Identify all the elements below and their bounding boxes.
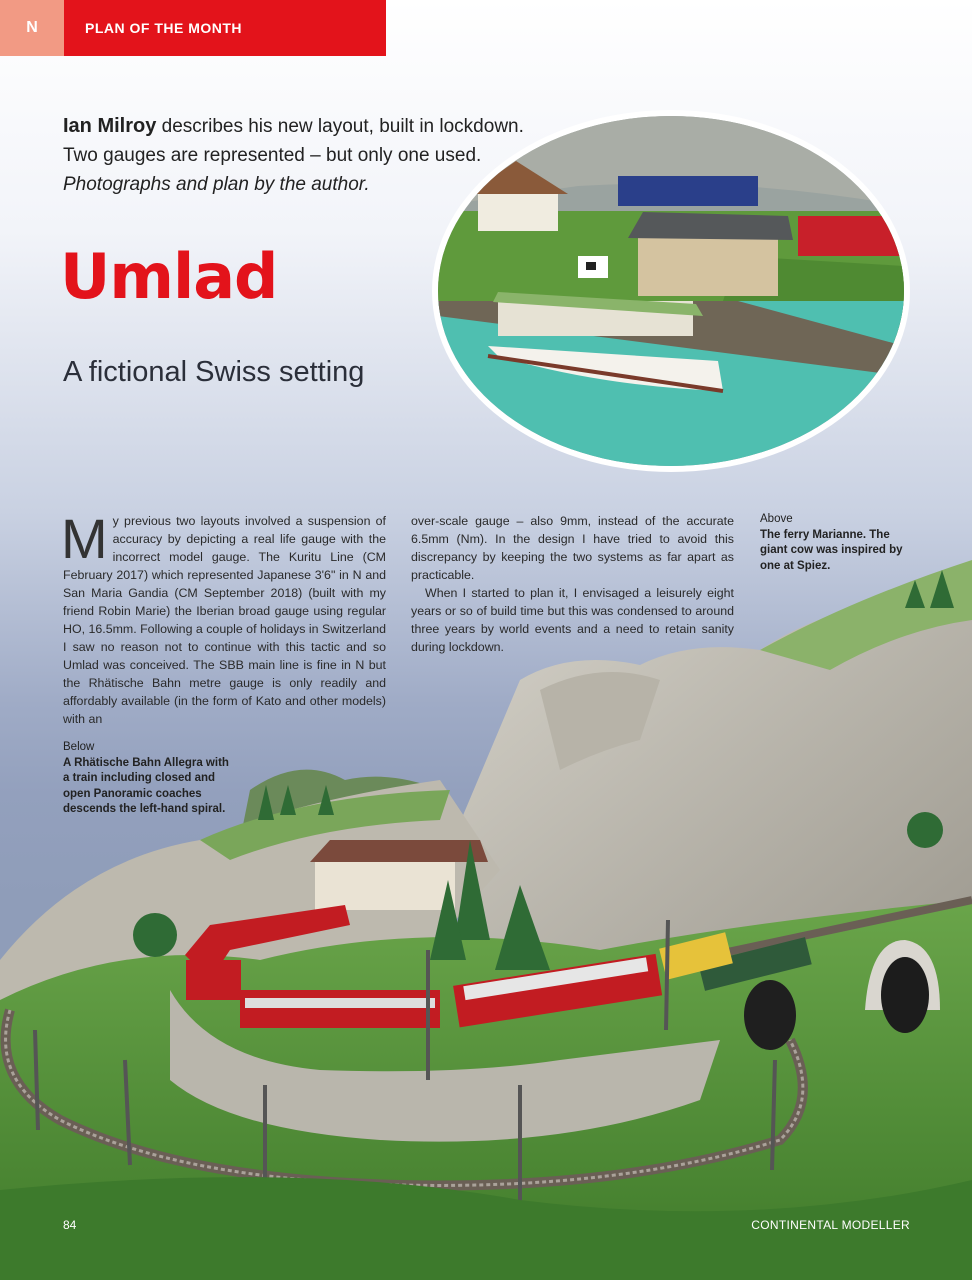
section-letter-tab: N <box>0 0 64 56</box>
article-subtitle: A fictional Swiss setting <box>63 356 365 388</box>
ferry-photo <box>438 116 904 466</box>
page-number: 84 <box>63 1218 77 1232</box>
body-column-1 <box>61 507 386 728</box>
caption-below-text: A Rhätische Bahn Allegra with a train including closed and open Panoramic coaches descends the left-hand spiral. <box>63 756 229 815</box>
caption-below-label: Below <box>63 741 95 753</box>
caption-above-label: Above <box>760 513 793 525</box>
intro-line-2: Two gauges are represented – but only one used. <box>63 145 482 166</box>
body-paragraph-3: When I started to plan it, I envisaged a leisurely eight years or so of build time but this was condensed to around three years by world events and a need to retain sanity during lockdown. <box>411 586 734 654</box>
caption-below <box>63 740 233 818</box>
magazine-name: CONTINENTAL MODELLER <box>751 1218 910 1232</box>
drop-cap: M <box>61 507 108 570</box>
photo-credit: Photographs and plan by the author. <box>63 174 370 195</box>
article-title: Umlad <box>60 240 278 313</box>
caption-above-text: The ferry Marianne. The giant cow was inspired by one at Spiez. <box>760 528 903 572</box>
body-column-2 <box>411 512 734 656</box>
body-paragraph-1: y previous two layouts involved a suspension of accuracy by depicting a real life gauge with the incorrect model gauge. The Kuritu Line (CM February 2017) which represented Japanese 3'6" in N and San Maria Gandia (CM September 2018) (built with my friend Robin Marie) the Iberian broad gauge using regular HO, 16.5mm. Following a couple of holidays in Switzerland I saw no reason not to continue with this tactic and so Umlad was conceived. The SBB main line is fine in N but the Rhätische Bahn metre gauge is only readily and affordably available (in the form of Kato and other models) with an <box>63 514 386 726</box>
intro-line-1: describes his new layout, built in lockdown. <box>161 116 524 137</box>
section-title-bar: PLAN OF THE MONTH <box>64 0 386 56</box>
caption-above <box>760 512 920 574</box>
ferry-photo-frame <box>432 110 910 472</box>
author-name: Ian Milroy <box>63 115 157 137</box>
body-paragraph-2: over-scale gauge – also 9mm, instead of the accurate 6.5mm (Nm). In the design I have tried to avoid this discrepancy by keeping the two systems as far apart as practicable. <box>411 514 734 582</box>
